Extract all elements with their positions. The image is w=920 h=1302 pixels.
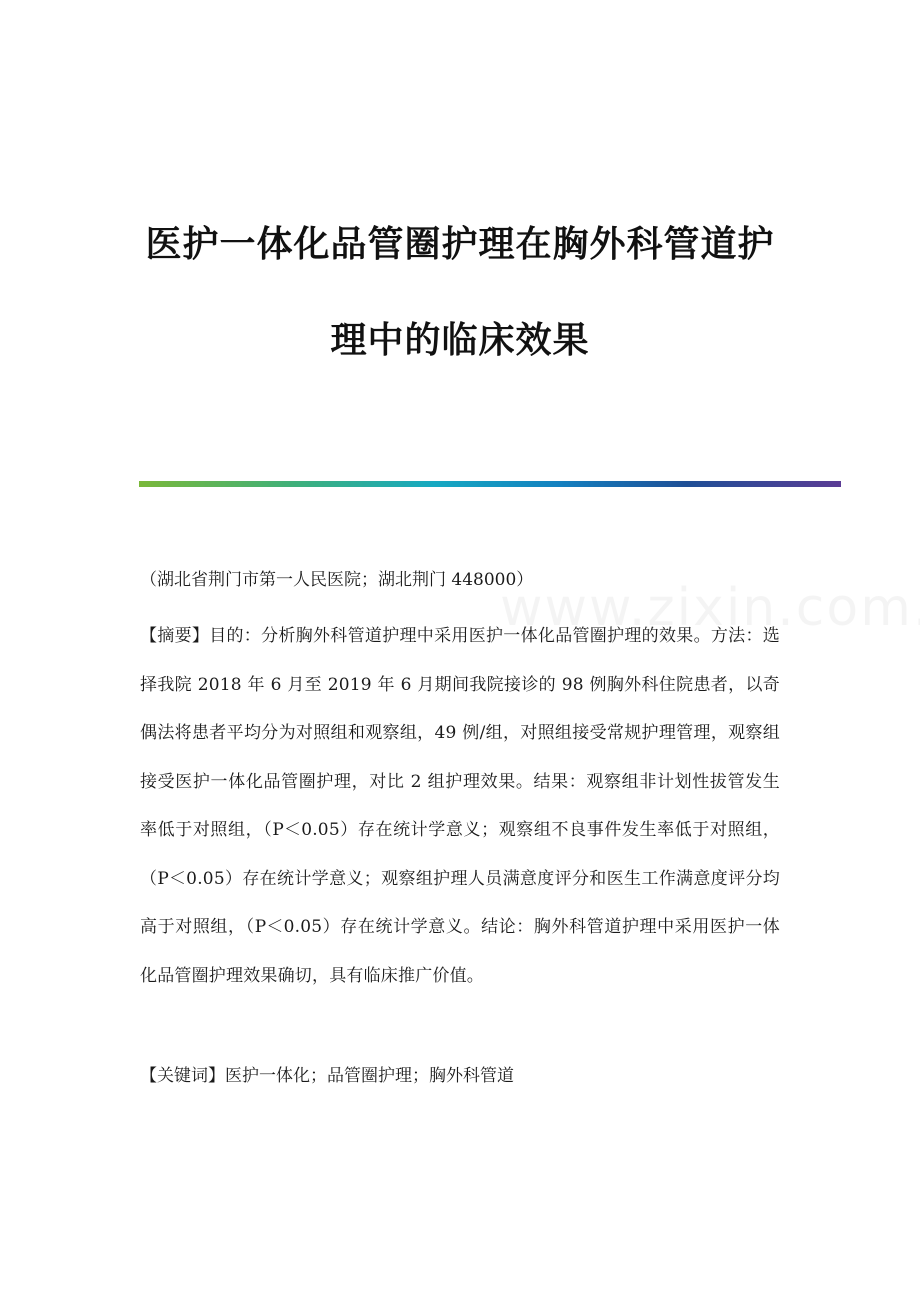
keywords-label: 【关键词】 xyxy=(140,1066,225,1086)
abstract-paragraph xyxy=(140,612,780,1000)
document-title-line-2: 理中的临床效果 xyxy=(330,320,590,361)
document-title-line-1: 医护一体化品管圈护理在胸外科管道护 xyxy=(145,224,775,265)
abstract-label: 【摘要】 xyxy=(140,626,210,646)
keywords-text: 医护一体化；品管圈护理；胸外科管道 xyxy=(225,1066,514,1086)
keywords-paragraph xyxy=(140,1052,780,1101)
abstract-text: 目的：分析胸外科管道护理中采用医护一体化品管圈护理的效果。方法：选择我院 2018 年 6 月至 2019 年 6 月期间我院接诊的 98 例胸外科住院患者，以奇偶法将患者平均分为对照组和观察组，49 例/组，对照组接受常规护理管理，观察组接受医护一体化品管圈护理，对比 2 组护理效果。结果：观察组非计划性拔管发生率低于对照组，（P＜0.05）存在统计学意义；观察组不良事件发生率低于对照组，（P＜0.05）存在统计学意义；观察组护理人员满意度评分和医生工作满意度评分均高于对照组，（P＜0.05）存在统计学意义。结论：胸外科管道护理中采用医护一体化品管圈护理效果确切，具有临床推广价值。 xyxy=(140,626,780,986)
gradient-divider xyxy=(139,481,841,487)
author-affiliation: （湖北省荆门市第一人民医院；湖北荆门 448000） xyxy=(140,570,534,590)
